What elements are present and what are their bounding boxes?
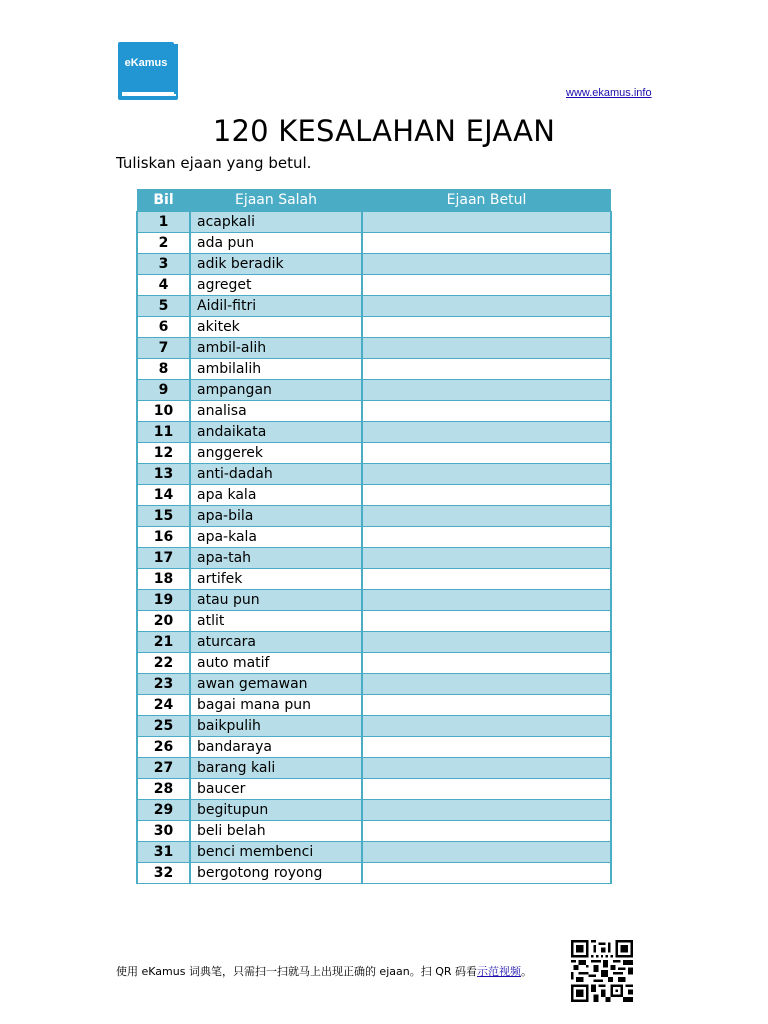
footer-text: 使用 eKamus 词典笔，只需扫一扫就马上出现正确的 ejaan。扫 QR 码看: [116, 965, 478, 978]
correct-spelling-answer-cell[interactable]: [362, 443, 611, 464]
correct-spelling-answer-cell[interactable]: [362, 569, 611, 590]
table-row: [137, 359, 611, 380]
table-row: [137, 569, 611, 590]
row-number: 16: [137, 527, 190, 548]
row-number: 32: [137, 863, 190, 884]
qr-code-icon[interactable]: [571, 940, 633, 1002]
correct-spelling-answer-cell[interactable]: [362, 296, 611, 317]
row-number: 6: [137, 317, 190, 338]
wrong-spelling-cell: aturcara: [190, 632, 362, 653]
wrong-spelling-cell: begitupun: [190, 800, 362, 821]
row-number: 15: [137, 506, 190, 527]
wrong-spelling-cell: apa kala: [190, 485, 362, 506]
wrong-spelling-cell: apa-bila: [190, 506, 362, 527]
wrong-spelling-cell: apa-tah: [190, 548, 362, 569]
table-row: [137, 422, 611, 443]
wrong-spelling-cell: artifek: [190, 569, 362, 590]
correct-spelling-answer-cell[interactable]: [362, 800, 611, 821]
wrong-spelling-cell: auto matif: [190, 653, 362, 674]
table-row: [137, 863, 611, 884]
wrong-spelling-cell: acapkali: [190, 212, 362, 233]
instruction-text: Tuliskan ejaan yang betul.: [116, 154, 312, 172]
table-row: [137, 842, 611, 863]
table-row: [137, 737, 611, 758]
correct-spelling-answer-cell[interactable]: [362, 611, 611, 632]
row-number: 7: [137, 338, 190, 359]
table-row: [137, 485, 611, 506]
row-number: 13: [137, 464, 190, 485]
correct-spelling-answer-cell[interactable]: [362, 821, 611, 842]
row-number: 28: [137, 779, 190, 800]
row-number: 8: [137, 359, 190, 380]
row-number: 3: [137, 254, 190, 275]
correct-spelling-answer-cell[interactable]: [362, 275, 611, 296]
correct-spelling-answer-cell[interactable]: [362, 212, 611, 233]
table-row: [137, 233, 611, 254]
wrong-spelling-cell: barang kali: [190, 758, 362, 779]
table-row: [137, 527, 611, 548]
row-number: 12: [137, 443, 190, 464]
row-number: 5: [137, 296, 190, 317]
table-row: [137, 401, 611, 422]
wrong-spelling-cell: baikpulih: [190, 716, 362, 737]
wrong-spelling-cell: ada pun: [190, 233, 362, 254]
row-number: 18: [137, 569, 190, 590]
correct-spelling-answer-cell[interactable]: [362, 527, 611, 548]
correct-spelling-answer-cell[interactable]: [362, 590, 611, 611]
table-row: [137, 338, 611, 359]
table-row: [137, 695, 611, 716]
row-number: 21: [137, 632, 190, 653]
correct-spelling-answer-cell[interactable]: [362, 674, 611, 695]
ekamus-logo: [116, 42, 182, 100]
wrong-spelling-cell: ampangan: [190, 380, 362, 401]
wrong-spelling-cell: beli belah: [190, 821, 362, 842]
column-header-ejaan-betul: Ejaan Betul: [362, 189, 611, 212]
wrong-spelling-cell: bergotong royong: [190, 863, 362, 884]
row-number: 9: [137, 380, 190, 401]
table-row: [137, 506, 611, 527]
correct-spelling-answer-cell[interactable]: [362, 359, 611, 380]
row-number: 4: [137, 275, 190, 296]
row-number: 11: [137, 422, 190, 443]
correct-spelling-answer-cell[interactable]: [362, 632, 611, 653]
footer-end: 。: [521, 965, 533, 978]
wrong-spelling-cell: andaikata: [190, 422, 362, 443]
correct-spelling-answer-cell[interactable]: [362, 464, 611, 485]
row-number: 25: [137, 716, 190, 737]
row-number: 27: [137, 758, 190, 779]
wrong-spelling-cell: awan gemawan: [190, 674, 362, 695]
wrong-spelling-cell: Aidil-fitri: [190, 296, 362, 317]
correct-spelling-answer-cell[interactable]: [362, 758, 611, 779]
row-number: 17: [137, 548, 190, 569]
table-row: [137, 296, 611, 317]
table-row: [137, 821, 611, 842]
column-header-ejaan-salah: Ejaan Salah: [190, 189, 362, 212]
website-link[interactable]: www.ekamus.info: [566, 87, 652, 99]
table-row: [137, 611, 611, 632]
wrong-spelling-cell: apa-kala: [190, 527, 362, 548]
correct-spelling-answer-cell[interactable]: [362, 338, 611, 359]
wrong-spelling-cell: ambil-alih: [190, 338, 362, 359]
wrong-spelling-cell: bandaraya: [190, 737, 362, 758]
demo-video-link[interactable]: 示范视频: [477, 965, 522, 978]
correct-spelling-answer-cell[interactable]: [362, 401, 611, 422]
footer-note: [116, 963, 532, 979]
correct-spelling-answer-cell[interactable]: [362, 737, 611, 758]
correct-spelling-answer-cell[interactable]: [362, 842, 611, 863]
table-row: [137, 653, 611, 674]
logo-text: eKamus: [124, 57, 168, 69]
wrong-spelling-cell: baucer: [190, 779, 362, 800]
wrong-spelling-cell: ambilalih: [190, 359, 362, 380]
correct-spelling-answer-cell[interactable]: [362, 716, 611, 737]
row-number: 20: [137, 611, 190, 632]
row-number: 1: [137, 212, 190, 233]
correct-spelling-answer-cell[interactable]: [362, 653, 611, 674]
column-header-bil: Bil: [137, 189, 190, 212]
correct-spelling-answer-cell[interactable]: [362, 380, 611, 401]
correct-spelling-answer-cell[interactable]: [362, 779, 611, 800]
table-row: [137, 590, 611, 611]
correct-spelling-answer-cell[interactable]: [362, 548, 611, 569]
table-row: [137, 674, 611, 695]
correct-spelling-answer-cell[interactable]: [362, 254, 611, 275]
row-number: 2: [137, 233, 190, 254]
correct-spelling-answer-cell[interactable]: [362, 317, 611, 338]
row-number: 14: [137, 485, 190, 506]
wrong-spelling-cell: bagai mana pun: [190, 695, 362, 716]
row-number: 24: [137, 695, 190, 716]
wrong-spelling-cell: agreget: [190, 275, 362, 296]
table-row: [137, 779, 611, 800]
row-number: 22: [137, 653, 190, 674]
book-icon: [116, 42, 182, 100]
wrong-spelling-cell: anggerek: [190, 443, 362, 464]
spelling-table: [136, 189, 612, 884]
table-row: [137, 254, 611, 275]
row-number: 30: [137, 821, 190, 842]
table-row: [137, 317, 611, 338]
table-row: [137, 380, 611, 401]
table-row: [137, 716, 611, 737]
correct-spelling-answer-cell[interactable]: [362, 422, 611, 443]
row-number: 23: [137, 674, 190, 695]
wrong-spelling-cell: analisa: [190, 401, 362, 422]
wrong-spelling-cell: benci membenci: [190, 842, 362, 863]
correct-spelling-answer-cell[interactable]: [362, 485, 611, 506]
wrong-spelling-cell: atlit: [190, 611, 362, 632]
page-title: 120 KESALAHAN EJAAN: [212, 114, 556, 148]
correct-spelling-answer-cell[interactable]: [362, 233, 611, 254]
table-row: [137, 632, 611, 653]
table-row: [137, 464, 611, 485]
row-number: 29: [137, 800, 190, 821]
table-row: [137, 548, 611, 569]
row-number: 19: [137, 590, 190, 611]
wrong-spelling-cell: adik beradik: [190, 254, 362, 275]
table-body: [137, 212, 611, 884]
correct-spelling-answer-cell[interactable]: [362, 863, 611, 884]
correct-spelling-answer-cell[interactable]: [362, 695, 611, 716]
row-number: 31: [137, 842, 190, 863]
table-header-row: [137, 189, 611, 212]
table-row: [137, 275, 611, 296]
table-row: [137, 758, 611, 779]
wrong-spelling-cell: atau pun: [190, 590, 362, 611]
wrong-spelling-cell: anti-dadah: [190, 464, 362, 485]
wrong-spelling-cell: akitek: [190, 317, 362, 338]
correct-spelling-answer-cell[interactable]: [362, 506, 611, 527]
table-row: [137, 800, 611, 821]
table-row: [137, 212, 611, 233]
row-number: 10: [137, 401, 190, 422]
row-number: 26: [137, 737, 190, 758]
table-row: [137, 443, 611, 464]
